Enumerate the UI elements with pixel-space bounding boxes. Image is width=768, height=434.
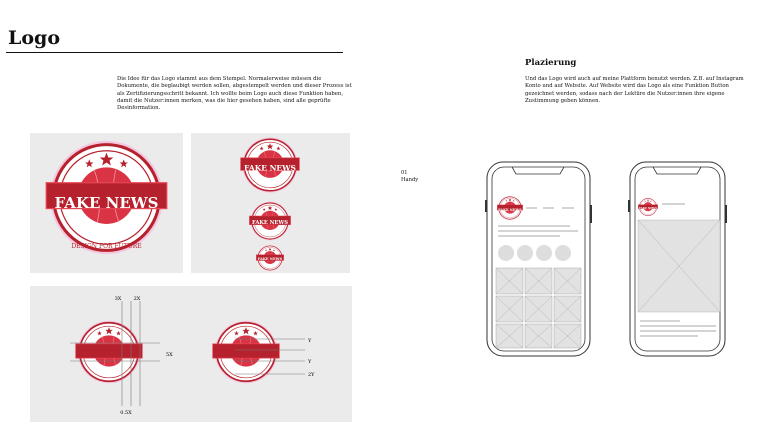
page-title: Logo <box>8 27 60 49</box>
construction-label-0-5x: 0.5X <box>120 410 132 416</box>
logo-sizes-panel <box>191 133 350 273</box>
phone-website-mockup <box>628 162 727 356</box>
phone2-logo-text: FAKE NEWS <box>639 207 657 210</box>
caption-number: 01 <box>401 170 408 176</box>
logo-main <box>30 133 183 273</box>
phone-mockups <box>480 160 750 360</box>
logo-size-medium-text: FAKE NEWS <box>252 220 288 226</box>
construction-label-5x: 5X <box>166 352 173 358</box>
logo-size-small-text: FAKE NEWS <box>257 257 283 261</box>
logo-size-large-text: FAKE NEWS <box>244 163 296 173</box>
logo-construction-diagram <box>30 286 352 422</box>
construction-label-3x: 3X <box>114 296 122 302</box>
construction-label-2x: 2X <box>133 296 141 302</box>
construction-label-2y: 2Y <box>308 372 315 378</box>
caption-label: Handy <box>401 177 419 183</box>
logo-main-panel <box>30 133 183 273</box>
phone-caption <box>401 170 418 184</box>
placement-heading: Plazierung <box>525 58 577 68</box>
placement-paragraph: Und das Logo wird auch auf meine Plattform benutzt werden. Z.B. auf Instagram Konto und auf Website. Auf Website wird das Logo als eine Funktion Button gezeichnet werden, sodass nach der Lektüre die Nutzer:innen ihre eigene Zustimmung geben können. <box>525 76 744 104</box>
logo-sub-text: DESIGN FOR FUTURE <box>71 243 142 250</box>
intro-paragraph: Die Idee für das Logo stammt aus dem Stempel. Normalerweise müssen die Dokumente, die beglaubigt werden sollen, abgestempelt werden und dieser Prozess ist als Zertifizierungsschritt bekannt. Ich wollte beim Logo auch diese Funktion haben, damit die Nutzer:innen merken, was die hier gesehen haben, sind alle geprüfte Desinformation. <box>117 76 352 112</box>
construction-label-y2: Y <box>308 359 312 365</box>
logo-construction-panel <box>30 286 352 422</box>
logo-size-variants <box>191 133 350 273</box>
construction-label-y1: Y <box>308 338 312 344</box>
logo-main-text: FAKE NEWS <box>54 194 159 212</box>
title-divider <box>6 52 343 53</box>
phone1-logo-text: FAKE NEWS <box>498 208 522 212</box>
phone-instagram-mockup <box>485 162 592 356</box>
